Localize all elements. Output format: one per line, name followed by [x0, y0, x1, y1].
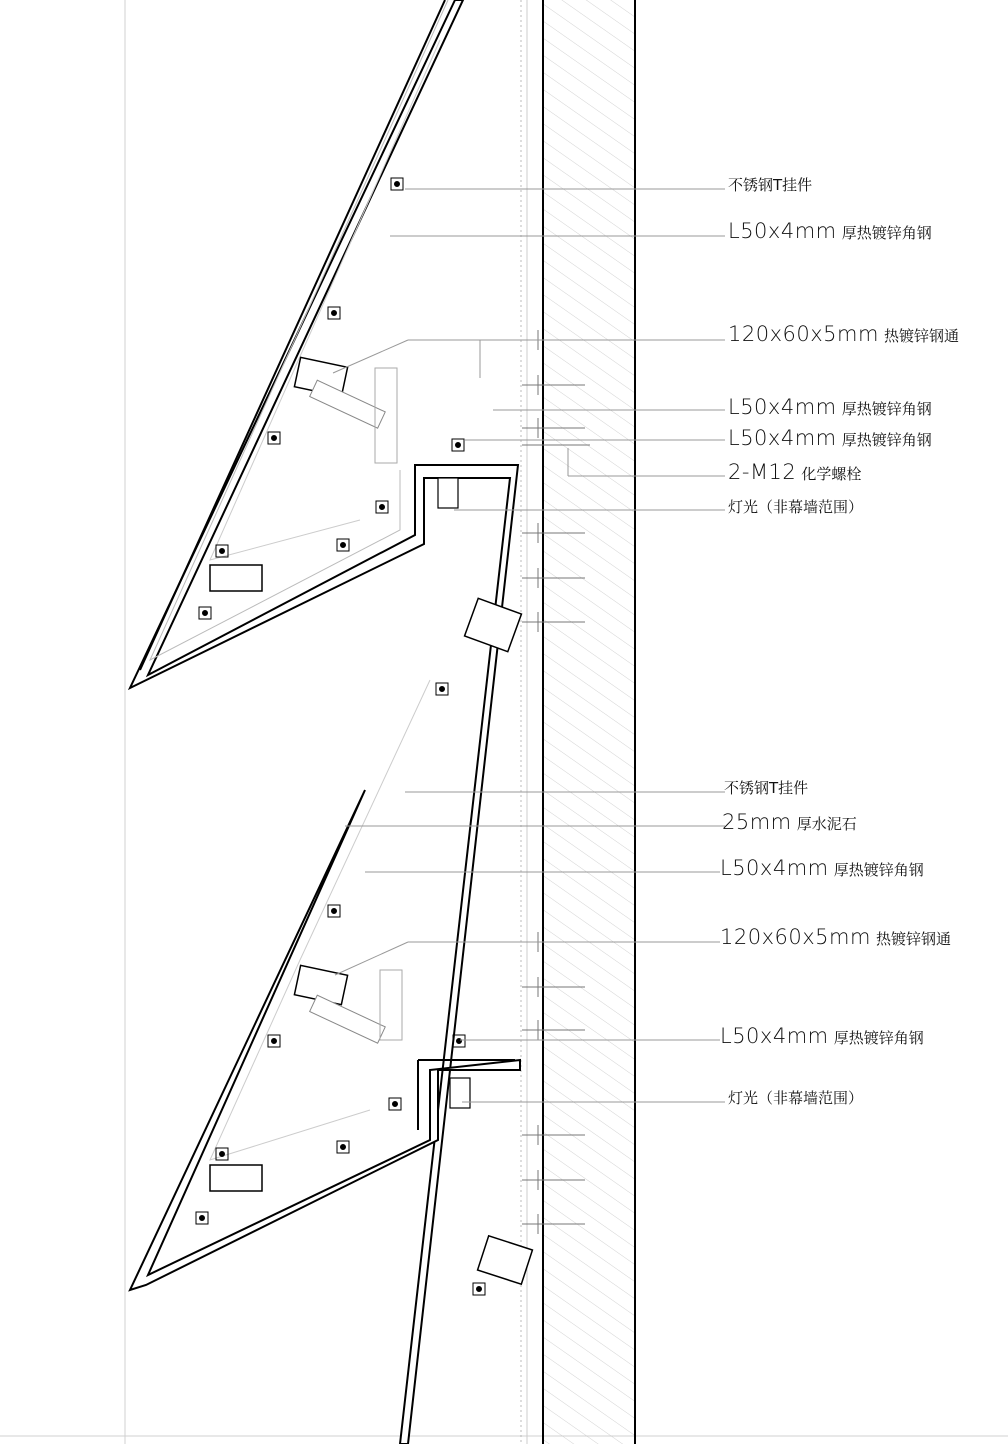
label-angle-2	[728, 397, 932, 418]
label-bolt-spec: 2-M12	[728, 460, 797, 484]
label-light-2-cn: 灯光（非幕墙范围）	[728, 1089, 864, 1107]
label-angle-3	[728, 428, 932, 449]
label-angle-5-cn: 厚热镀锌角钢	[833, 1029, 924, 1047]
leader-lines	[333, 189, 725, 1102]
label-angle-4-spec: L50x4mm	[720, 856, 829, 880]
label-stone-cn: 厚水泥石	[796, 815, 857, 833]
label-tube-2-spec: 120x60x5mm	[720, 925, 871, 949]
label-tube-2-cn: 热镀锌钢通	[876, 930, 952, 948]
label-tube-2	[720, 927, 951, 948]
label-angle-5-spec: L50x4mm	[720, 1024, 829, 1048]
label-angle-5	[720, 1026, 924, 1047]
label-angle-1-cn: 厚热镀锌角钢	[841, 224, 932, 242]
louvre-unit-lower	[130, 680, 532, 1295]
label-bolt	[728, 462, 861, 483]
label-angle-3-spec: L50x4mm	[728, 426, 837, 450]
label-angle-2-spec: L50x4mm	[728, 395, 837, 419]
label-stone	[722, 812, 857, 833]
label-angle-4	[720, 858, 924, 879]
label-angle-1-spec: L50x4mm	[728, 219, 837, 243]
louvre-unit-upper	[130, 0, 521, 1444]
label-light-2	[728, 1090, 863, 1106]
label-light-1-cn: 灯光（非幕墙范围）	[728, 498, 864, 516]
label-t-hanger-2-cn: 不锈钢T挂件	[724, 779, 809, 797]
label-tube-1	[728, 324, 959, 345]
label-tube-1-cn: 热镀锌钢通	[884, 327, 960, 345]
label-light-1	[728, 499, 863, 515]
label-t-hanger-1-cn: 不锈钢T挂件	[728, 176, 813, 194]
label-angle-3-cn: 厚热镀锌角钢	[841, 431, 932, 449]
label-angle-4-cn: 厚热镀锌角钢	[833, 861, 924, 879]
label-stone-spec: 25mm	[722, 810, 792, 834]
label-angle-2-cn: 厚热镀锌角钢	[841, 400, 932, 418]
label-t-hanger-2	[724, 780, 808, 796]
label-bolt-cn: 化学螺栓	[801, 465, 862, 483]
label-t-hanger-1	[728, 177, 812, 193]
label-tube-1-spec: 120x60x5mm	[728, 322, 879, 346]
label-angle-1	[728, 221, 932, 242]
